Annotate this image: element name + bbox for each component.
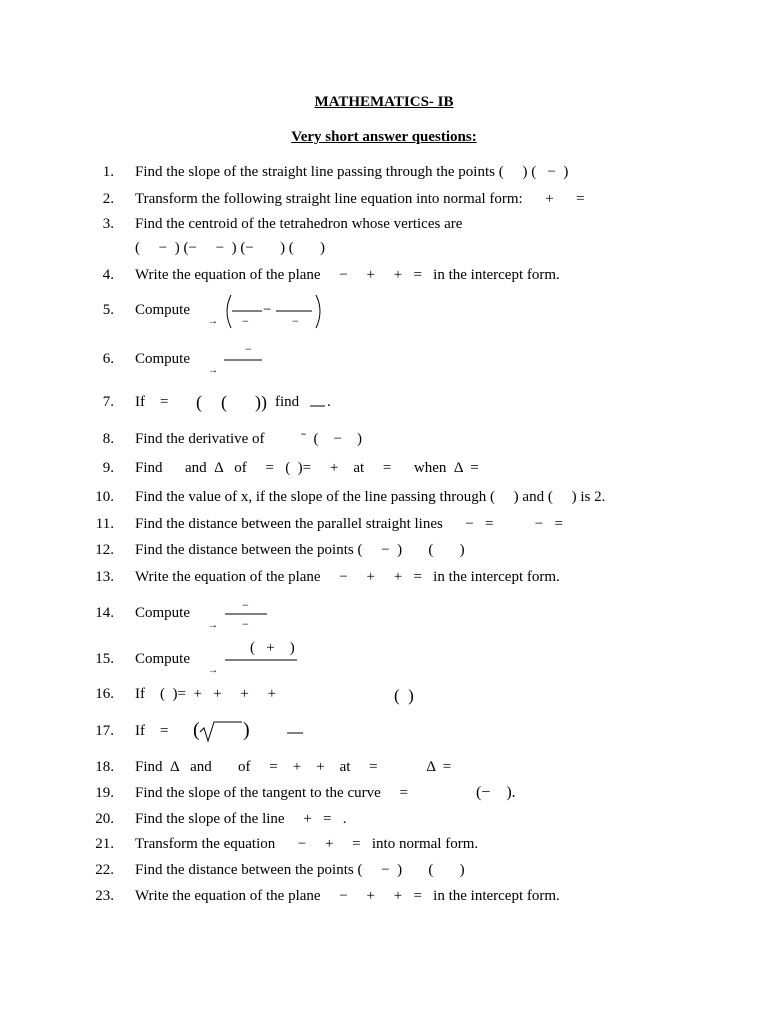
q14-limit-arrow: →	[208, 620, 218, 631]
q6-numerator: −	[245, 342, 252, 356]
question-text: If ( )= + + + +	[135, 686, 277, 702]
question-number: 4.	[102, 267, 114, 283]
question-number: 12.	[95, 542, 114, 558]
question-number: 22.	[95, 862, 114, 878]
question-text: Find and Δ of = ( )= + at = when Δ =	[135, 460, 479, 476]
question-number: 19.	[95, 785, 114, 801]
q5-limit-arrow: →	[208, 316, 218, 327]
question-number: 15.	[95, 651, 114, 667]
question-text: Find the derivative of	[135, 431, 265, 447]
question-number: 10.	[95, 489, 114, 505]
question-number: 18.	[95, 759, 114, 775]
question-number: 11.	[95, 516, 114, 532]
q17-open-paren: (	[193, 719, 200, 741]
q7-paren-1: (	[196, 392, 202, 412]
question-number: 21.	[95, 836, 114, 852]
question-text: Find the distance between the parallel straight lines − = − =	[135, 516, 563, 532]
question-number: 16.	[95, 686, 114, 702]
question-text: Transform the equation − + = into normal form.	[135, 836, 479, 852]
question-text: Find the slope of the tangent to the curve =	[135, 785, 408, 801]
question-text: Compute	[135, 605, 190, 621]
q8-expression: ˉ ( − )	[301, 431, 362, 447]
q7-period: .	[327, 394, 331, 410]
question-text: Find the distance between the points ( − ) ( )	[135, 542, 465, 558]
question-number: 9.	[102, 460, 114, 476]
question-text: Compute	[135, 351, 190, 367]
q5-den-minus-1: −	[242, 314, 249, 328]
question-text: Find the value of x, if the slope of the line passing through ( ) and ( ) is 2.	[135, 489, 606, 505]
q6-limit-arrow: →	[208, 365, 218, 376]
question-text: Write the equation of the plane − + + = in the intercept form.	[135, 267, 560, 283]
question-text: Find the slope of the straight line passing through the points ( ) ( − )	[135, 164, 569, 180]
question-number: 7.	[102, 394, 114, 410]
question-text: If =	[135, 394, 169, 410]
question-text: Find the slope of the line + = .	[135, 811, 347, 827]
q19-rhs: (− ).	[476, 784, 516, 801]
question-number: 13.	[95, 569, 114, 585]
question-text: Find Δ and of = + + at = Δ =	[135, 759, 452, 775]
q14-denominator: −	[242, 617, 249, 631]
q5-den-minus-2: −	[292, 314, 299, 328]
q14-numerator: −	[242, 598, 249, 612]
q7-find: find	[275, 394, 300, 410]
q17-close-paren: )	[243, 719, 250, 741]
question-number: 23.	[95, 888, 114, 904]
question-number: 8.	[102, 431, 114, 447]
question-number: 3.	[102, 216, 114, 232]
page-title: MATHEMATICS- IB	[314, 94, 454, 110]
q17-sqrt-sign	[200, 722, 242, 741]
q5-left-paren	[227, 295, 231, 328]
question-number: 1.	[102, 164, 114, 180]
question-number: 2.	[102, 191, 114, 207]
question-number: 5.	[102, 302, 114, 318]
question-text: Transform the following straight line equation into normal form: + =	[135, 191, 585, 207]
question-text: If =	[135, 723, 169, 739]
page-subtitle: Very short answer questions:	[291, 129, 477, 145]
q16-rhs: ( )	[394, 686, 414, 705]
question-subline: ( − ) (− − ) (− ) ( )	[135, 240, 326, 256]
question-text: Compute	[135, 651, 190, 667]
question-number: 20.	[95, 811, 114, 827]
question-number: 6.	[102, 351, 114, 367]
q15-numerator: ( + )	[250, 640, 295, 656]
question-text: Write the equation of the plane − + + = in the intercept form.	[135, 569, 560, 585]
question-text: Find the distance between the points ( − ) ( )	[135, 862, 465, 878]
q5-minus-sign: −	[263, 302, 272, 318]
q15-limit-arrow: →	[208, 665, 218, 676]
question-text: Write the equation of the plane − + + = in the intercept form.	[135, 888, 560, 904]
question-number: 14.	[95, 605, 114, 621]
question-number: 17.	[95, 723, 114, 739]
q5-right-paren	[316, 295, 320, 328]
q7-close-parens: ))	[255, 392, 267, 412]
q7-paren-2: (	[221, 392, 227, 412]
question-text: Find the centroid of the tetrahedron whose vertices are	[135, 216, 463, 232]
question-text: Compute	[135, 302, 190, 318]
